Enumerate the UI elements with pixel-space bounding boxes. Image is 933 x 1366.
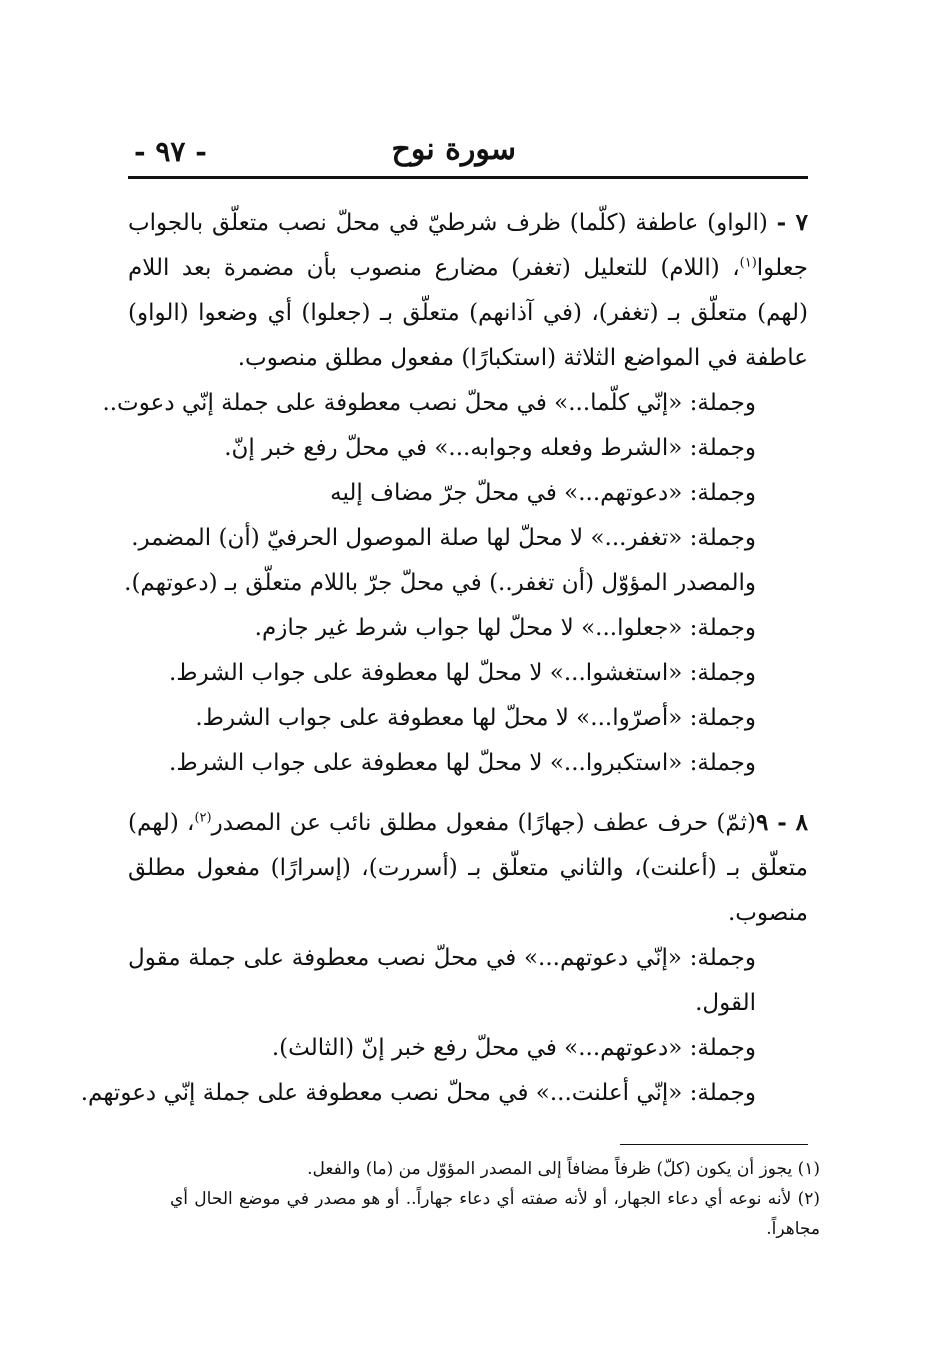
surah-title: سورة نوح <box>391 132 516 167</box>
paragraph-text: (ثمّ) حرف عطف (جهارًا) مفعول مطلق نائب عن المصدر <box>211 810 757 836</box>
sentence-line: وجملة: «استغشوا...» لا محلّ لها معطوفة على جواب الشرط. <box>168 660 756 686</box>
item-number: ٧ - <box>776 209 808 236</box>
sentence-line: وجملة: «أصرّوا...» لا محلّ لها معطوفة على جواب الشرط. <box>195 705 756 731</box>
paragraph-item-7 <box>128 200 808 381</box>
sentence-line: وجملة: «إنّي دعوتهم...» في محلّ نصب معطوفة على جملة مقول القول. <box>128 945 756 1016</box>
page-number: - ٩٧ - <box>134 135 207 168</box>
item-number: ٨ - ٩ <box>756 809 808 836</box>
sentence-line: وجملة: «استكبروا...» لا محلّ لها معطوفة على جواب الشرط. <box>169 750 756 776</box>
footnote-2: (٢) لأنه نوعه أي دعاء الجهار، أو لأنه صفته أي دعاء جهاراً.. أو هو مصدر في موضع الحال أي مجاهراً. <box>170 1189 820 1239</box>
sentence-line: وجملة: «إنّي كلّما...» في محلّ نصب معطوفة على جملة إنّي دعوت.. <box>102 390 756 416</box>
sentence-line: وجملة: «دعوتهم...» في محلّ رفع خبر إنّ (الثالث). <box>271 1035 756 1061</box>
footnote-divider <box>620 1144 808 1145</box>
sentence-line: وجملة: «تغفر...» لا محلّ لها صلة الموصول الحرفيّ (أن) المضمر. <box>131 525 756 551</box>
sentence-line: والمصدر المؤوّل (أن تغفر..) في محلّ جرّ باللام متعلّق بـ (دعوتهم). <box>124 570 756 596</box>
paragraph-gap <box>128 786 808 800</box>
sentence-line: وجملة: «الشرط وفعله وجوابه...» في محلّ رفع خبر إنّ. <box>224 435 756 461</box>
paragraph-text: (الواو) عاطفة (كلّما) ظرف شرطيّ في محلّ نصب متعلّق بالجواب جعلوا <box>128 210 808 281</box>
sentence-line: وجملة: «دعوتهم...» في محلّ جرّ مضاف إليه <box>330 480 756 506</box>
sentence-line: وجملة: «إنّي أعلنت...» في محلّ نصب معطوفة على جملة إنّي دعوتهم. <box>80 1080 756 1106</box>
paragraph-item-8-9 <box>128 800 808 936</box>
footnote-1: (١) يجوز أن يكون (كلّ) ظرفاً مضافاً إلى المصدر المؤوّل من (ما) والفعل. <box>307 1159 820 1179</box>
paragraph-text: ، (لهم) متعلّق بـ (أعلنت)، والثاني متعلّق بـ (أسررت)، (إسرارًا) مفعول مطلق منصوب. <box>128 810 808 926</box>
header-divider <box>128 176 808 179</box>
footnote-ref[interactable]: (١) <box>739 255 757 271</box>
footnote-ref[interactable]: (٢) <box>194 810 212 826</box>
page-header <box>128 128 806 176</box>
sentence-line: وجملة: «جعلوا...» لا محلّ لها جواب شرط غير جازم. <box>254 615 756 641</box>
paragraph-text: ، (اللام) للتعليل (تغفر) مضارع منصوب بأن مضمرة بعد اللام (لهم) متعلّق بـ (تغفر)، (في آذانهم) متعلّق بـ (جعلوا) أي وضعوا (الواو) عاطفة في المواضع الثلاثة (استكبارًا) مفعول مطلق منصوب. <box>128 255 808 371</box>
main-text <box>80 200 808 1116</box>
footnotes <box>170 1154 820 1244</box>
